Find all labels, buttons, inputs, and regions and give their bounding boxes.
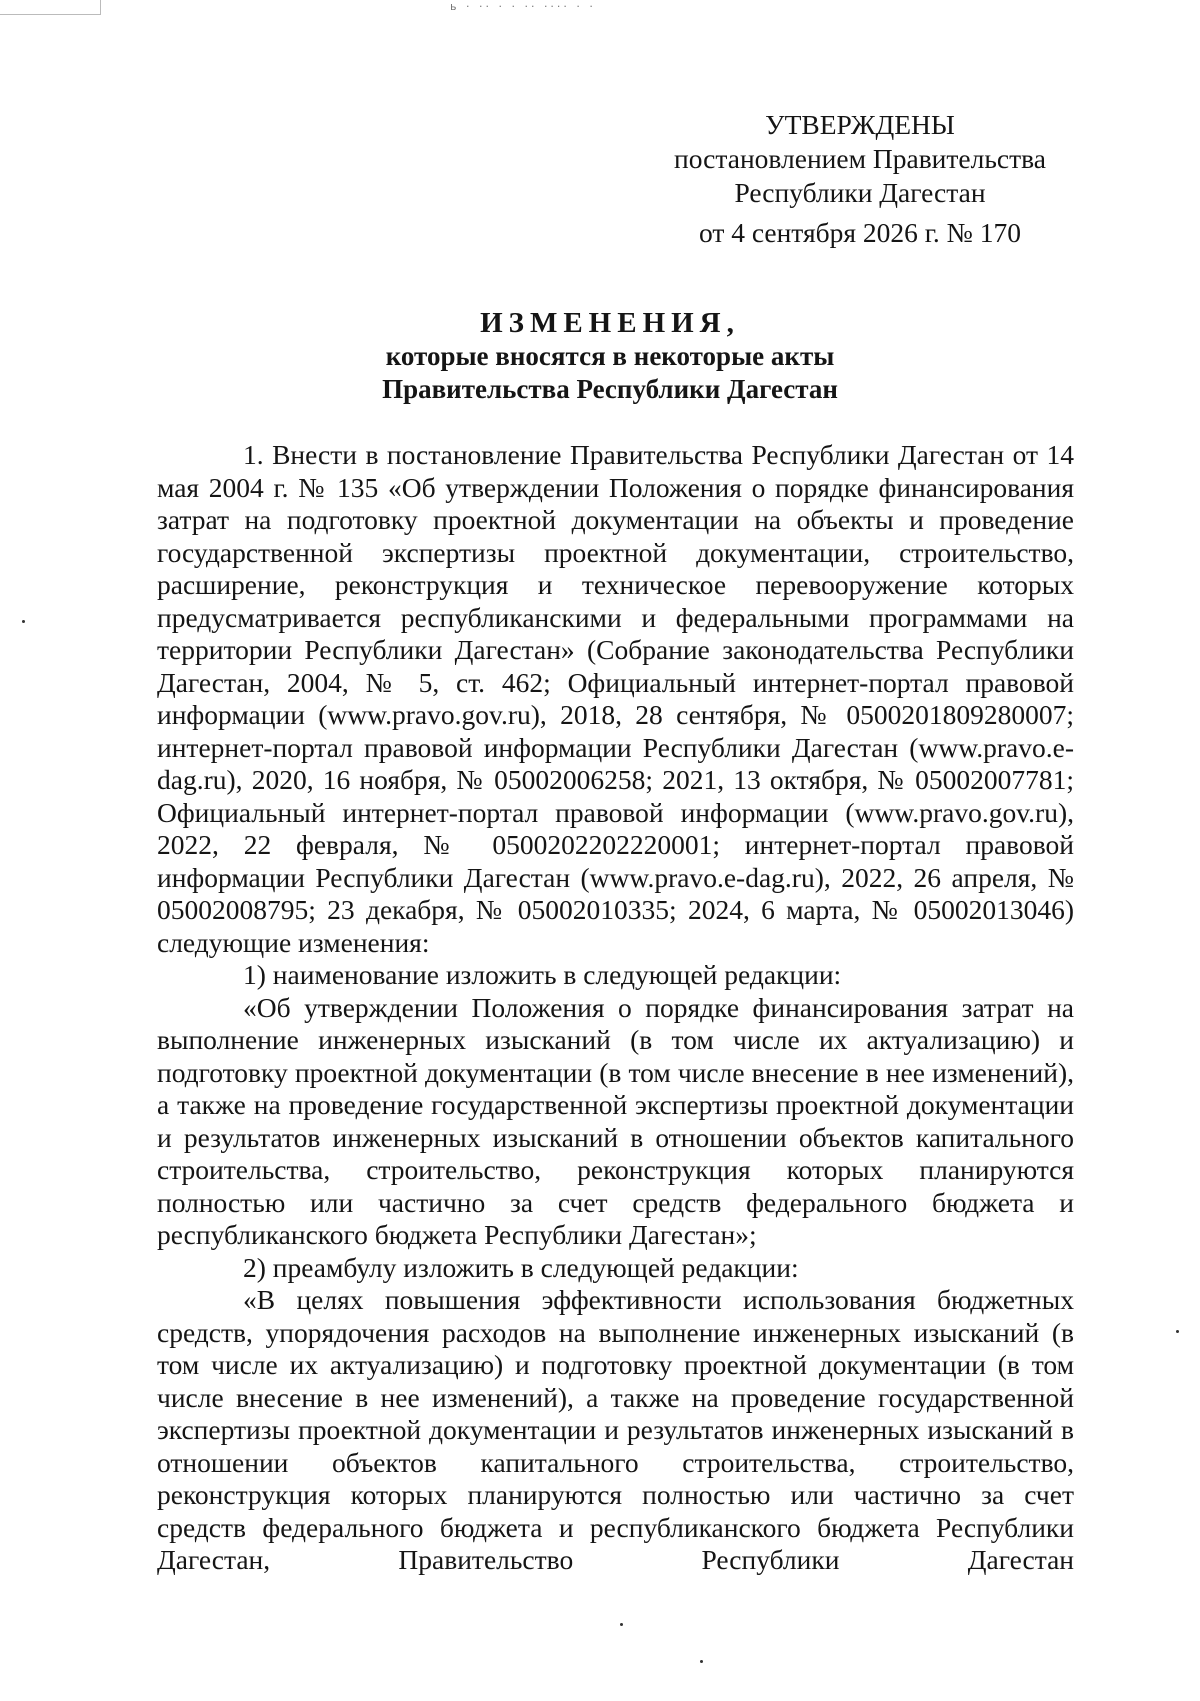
title-subtitle: Правительства Республики Дагестан: [382, 374, 838, 404]
approval-date-number: от 4 сентября 2026 г. № 170: [698, 217, 1022, 248]
approval-stamp-block: [640, 108, 1080, 250]
title-subtitle: которые вносятся в некоторые акты: [385, 341, 835, 371]
document-body: [157, 439, 1074, 1577]
paragraph: 2) преамбулу изложить в следующей редакции:: [243, 1251, 799, 1283]
paragraph: «Об утверждении Положения о порядке финансирования затрат на выполнение инженерных изысканий (в том числе их актуализацию) и подготовку проектной документации (в том числе внесение в нее изменений), а также на проведение государственной экспертизы проектной документации и результатов инженерных изысканий в отношении объектов капитального строительства, строительство, реконструкция которых планируются полностью или частично за счет средств федерального бюджета и республиканского бюджета Республики Дагестан»;: [157, 991, 1074, 1250]
scan-speck: [22, 620, 25, 623]
approval-line: Республики Дагестан: [734, 177, 986, 208]
scan-speck: [620, 1623, 623, 1626]
scan-speck: [700, 1660, 703, 1663]
scan-edge-mark: [0, 0, 101, 15]
document-title: [160, 306, 1120, 406]
scan-noise: ь · ·· · · ·· ···· · ·: [450, 0, 596, 13]
paragraph: 1. Внести в постановление Правительства Республики Дагестан от 14 мая 2004 г. № 135 «Об утверждении Положения о порядке финансирования затрат на подготовку проектной документации на объекты и проведение государственной экспертизы проектной документации, строительство, расширение, реконструкция и техническое перевооружение которых предусматривается республиканскими и федеральными программами на территории Республики Дагестан» (Собрание законодательства Республики Дагестан, 2004, № 5, ст. 462; Официальный интернет-портал правовой информации (www.pravo.gov.ru), 2018, 28 сентября, № 0500201809280007; интернет-портал правовой информации Республики Дагестан (www.pravo.e-dag.ru), 2020, 16 ноября, № 05002006258; 2021, 13 октября, № 05002007781; Официальный интернет-портал правовой информации (www.pravo.gov.ru), 2022, 22 февраля, № 0500202202220001; интернет-портал правовой информации Республики Дагестан (www.pravo.e-dag.ru), 2022, 26 апреля, № 05002008795; 23 декабря, № 05002010335; 2024, 6 марта, № 05002013046) следующие изменения:: [157, 439, 1074, 958]
title-main: ИЗМЕНЕНИЯ,: [480, 307, 740, 339]
paragraph: «В целях повышения эффективности использования бюджетных средств, упорядочения расходов на выполнение инженерных изысканий (в том числе их актуализацию) и подготовку проектной документации (в том числе внесение в нее изменений), а также на проведение государственной экспертизы проектной документации и результатов инженерных изысканий в отношении объектов капитального строительства, строительство, реконструкция которых планируются полностью или частично за счет средств федерального бюджета и республиканского бюджета Республики Дагестан, Правительство Республики Дагестан: [157, 1284, 1074, 1575]
scan-speck: [1176, 1330, 1179, 1333]
approval-line: постановлением Правительства: [674, 143, 1046, 174]
approval-heading: УТВЕРЖДЕНЫ: [765, 109, 955, 140]
paragraph: 1) наименование изложить в следующей редакции:: [243, 959, 842, 990]
